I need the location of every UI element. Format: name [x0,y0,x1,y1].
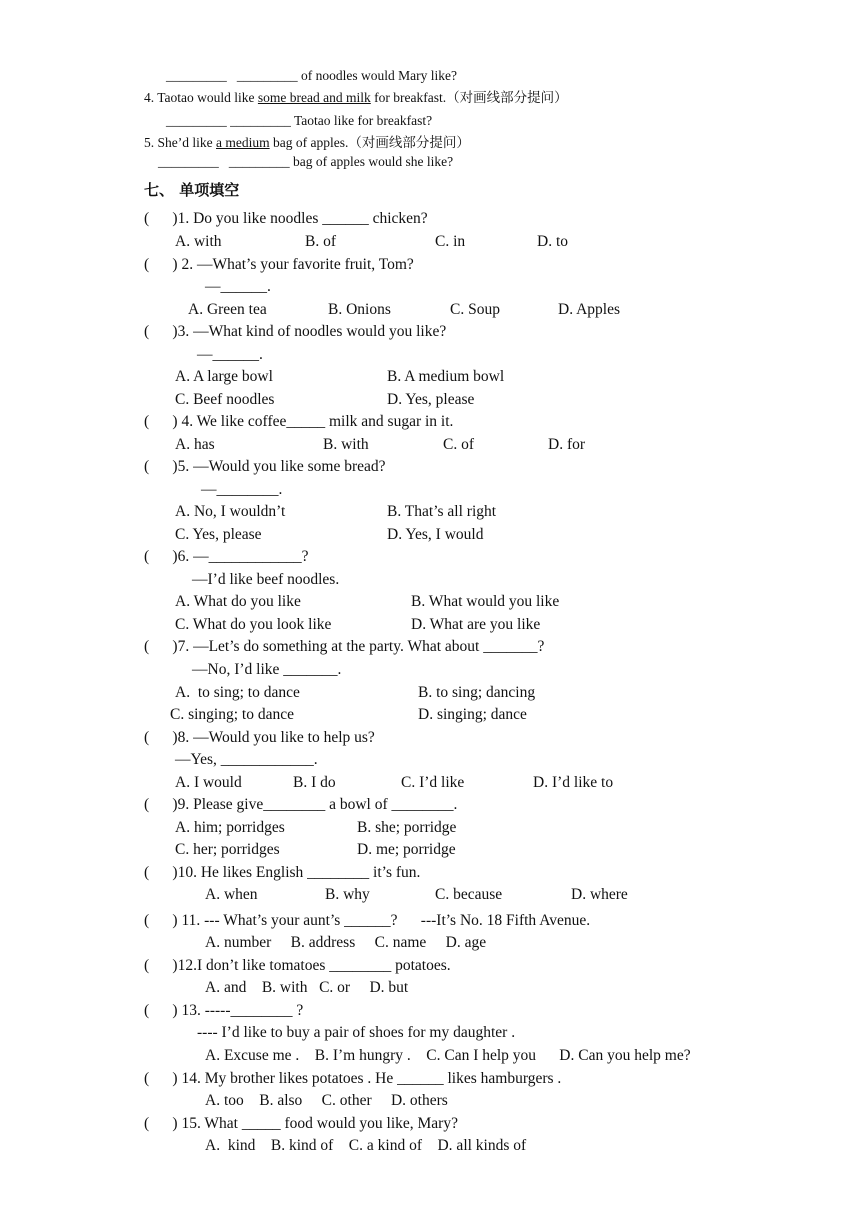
question-stem: ( )5. —Would you like some bread? [144,458,386,475]
answer-line: —I’d like beef noodles. [192,571,340,588]
q4-rewrite-prompt: 4. Taotao would like some bread and milk for breakfast.（对画线部分提问） [144,90,568,105]
option: C. I’d like [401,774,465,791]
question-stem: ( )7. —Let’s do something at the party. What about _______? [144,638,545,655]
option-row: A. kind B. kind of C. a kind of D. all kinds of [205,1137,527,1154]
option: B. A medium bowl [387,368,505,385]
option: A. What do you like [175,593,301,610]
option: C. her; porridges [175,841,280,858]
option: D. for [548,436,586,453]
option-row: A. number B. address C. name D. age [205,934,487,951]
option: C. Soup [450,301,500,318]
answer-line: ---- I’d like to buy a pair of shoes for my daughter . [197,1024,516,1041]
option: D. singing; dance [418,706,527,723]
option: C. in [435,233,466,250]
underlined-phrase: some bread and milk [257,90,371,105]
option: A. him; porridges [175,819,285,836]
option: A. No, I wouldn’t [175,503,286,520]
answer-line: —________. [201,481,283,498]
option: B. I do [293,774,336,791]
option: C. What do you look like [175,616,332,633]
q5-rewrite-prompt: 5. She’d like a medium bag of apples.（对画线部分提问） [144,135,470,150]
option: D. Yes, I would [387,526,484,543]
option: D. Yes, please [387,391,475,408]
option: C. Yes, please [175,526,262,543]
option-row: A. and B. with C. or D. but [205,979,409,996]
option: B. why [325,886,370,903]
option: D. What are you like [411,616,541,633]
question-stem: ( )1. Do you like noodles ______ chicken? [144,210,428,227]
answer-line: —______. [205,278,271,295]
option: A. I would [175,774,242,791]
option: D. I’d like to [533,774,614,791]
question-stem: ( )12.I don’t like tomatoes ________ potatoes. [144,957,451,974]
option: B. What would you like [411,593,560,610]
option: B. to sing; dancing [418,684,536,701]
option: C. because [435,886,503,903]
question-stem: ( ) 15. What _____ food would you like, Mary? [144,1115,458,1132]
q5-rewrite-line: _________ _________ bag of apples would she like? [158,154,454,169]
option: A. Green tea [188,301,267,318]
option: D. Apples [558,301,620,318]
answer-line: —______. [197,346,263,363]
question-stem: ( ) 2. —What’s your favorite fruit, Tom? [144,256,414,273]
option: D. me; porridge [357,841,456,858]
option: C. singing; to dance [170,706,294,723]
option: B. she; porridge [357,819,457,836]
option: B. That’s all right [387,503,497,520]
answer-line: —Yes, ____________. [175,751,318,768]
q4-rewrite-line: _________ _________ Taotao like for breakfast? [166,113,433,128]
question-stem: ( ) 4. We like coffee_____ milk and sugar in it. [144,413,454,430]
question-stem: ( ) 11. --- What’s your aunt’s ______? ---It’s No. 18 Fifth Avenue. [144,912,591,929]
option: C. of [443,436,474,453]
question-stem: ( )9. Please give________ a bowl of ________. [144,796,458,813]
answer-line: —No, I’d like _______. [192,661,342,678]
underlined-phrase: a medium [216,135,270,150]
q3-rewrite-line: _________ _________ of noodles would Mary like? [166,68,457,83]
question-stem: ( ) 14. My brother likes potatoes . He ______ likes hamburgers . [144,1070,562,1087]
question-stem: ( )6. —____________? [144,548,309,565]
option: A. A large bowl [175,368,273,385]
question-stem: ( ) 13. -----________ ? [144,1002,304,1019]
option: B. with [323,436,369,453]
question-stem: ( )3. —What kind of noodles would you like? [144,323,447,340]
section-title: 七、 单项填空 [144,181,240,199]
option: D. to [537,233,568,250]
option: B. of [305,233,336,250]
option-row: A. Excuse me . B. I’m hungry . C. Can I help you D. Can you help me? [205,1047,691,1064]
option-row: A. too B. also C. other D. others [205,1092,448,1109]
option: A. when [205,886,258,903]
option: A. has [175,436,215,453]
option: B. Onions [328,301,391,318]
option: D. where [571,886,628,903]
option: A. with [175,233,222,250]
question-stem: ( )10. He likes English ________ it’s fun. [144,864,421,881]
question-stem: ( )8. —Would you like to help us? [144,729,375,746]
option: A. to sing; to dance [175,684,300,701]
option: C. Beef noodles [175,391,275,408]
